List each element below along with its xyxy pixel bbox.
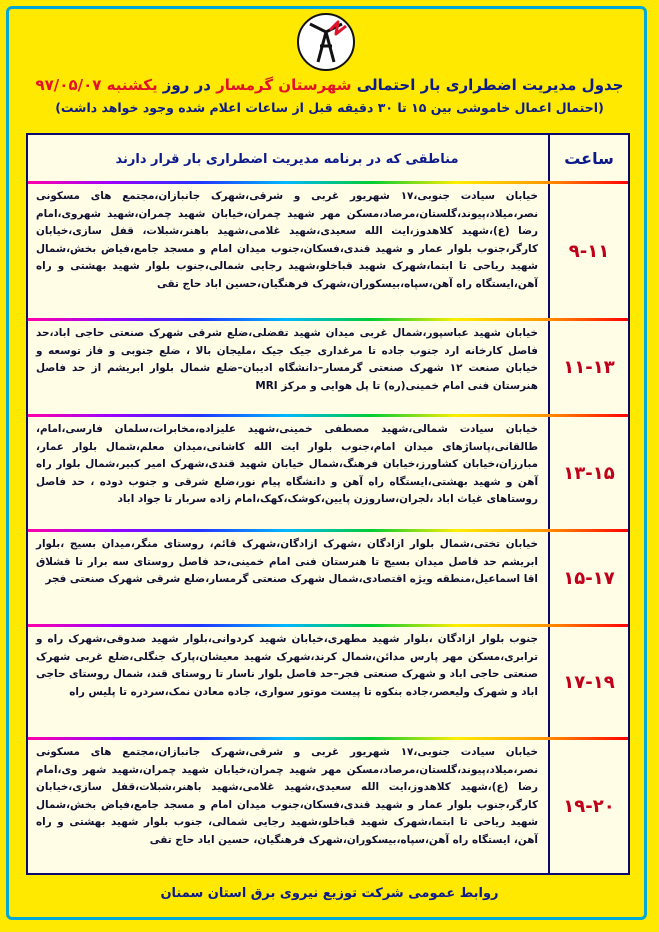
row-time: ۱۹-۲۰ (548, 740, 628, 873)
row-areas: جنوب بلوار ازادگان ،بلوار شهید مطهری،خیابان شهید کردوانی،بلوار شهید صدوقی،شهرک راه و ترابری،مسکن مهر پارس مدائن،شمال کرند،شهرک شهید معیشان،پارک جنگلی،ضلع غربی شهرک صنعتی حاجی اباد و شهرک صنعتی فجر–حد فاصل بلوار ناسار تا روستای قند، شمال روستای حاجی اباد و شهرک ولیعصر،جاده بنکوه تا پیست موتور سواری، جاده معادن نمک،سردره تا پلیس راه (36, 633, 538, 698)
row-areas: خیابان سیادت جنوبی،۱۷ شهریور غربی و شرقی،شهرک جانبازان،مجتمع های مسکونی نصر،میلاد،پیوند،گلستان،مرصاد،مسکن مهر شهید چمران،خیابان شهید چمران،شهید شهروی،امام رضا (ع)،شهید کلاهدوز،ایت الله سعیدی،شهید غلامی،شهید باهنر،شبلات، قفل سازی،خیابان کارگر،جنوب بلوار عمار و شهید قندی،فسکان،جنوب میدان امام و مسجد جامع،فیاض بخش،شمال شهید ریاحی تا ابتما،شهرک شهید قباخلو،شهید رجایی شمالی،جنوب بلوار شهید بهشتی و راه آهن،ایستگاه راه آهن،سپاه،بیسکوران،شهرک فرهنگیان،حسین اباد حاج تقی (36, 190, 539, 290)
row-time: ۱۵-۱۷ (548, 532, 628, 624)
row-areas: خیابان شهید عباسپور،شمال غربی میدان شهید تفضلی،ضلع شرقی شهرک صنعتی حاجی اباد،حد فاصل کارخانه ارد جنوب جاده تا مرغداری جیک جیک ،ملیجان بالا ، ضلع جنوبی و فاز توسعه و خیابان صنعت ۱۲ شهرک صنعتی گرمسار–دانشگاه ادیبان–ضلع شمال بلوار ابریشم از حد فاصل هنرستان فنی امام خمینی(ره) تا پل هوایی و مرکز MRI (36, 327, 538, 392)
table-row (28, 627, 628, 737)
row-time: ۱۱-۱۳ (548, 321, 628, 414)
page-title: جدول مدیریت اضطراری بار احتمالی شهرستان گرمسار در روز یکشنبه ۹۷/۰۵/۰۷ (35, 76, 624, 94)
table-header-row (28, 135, 628, 182)
page-subtitle: (احتمال اعمال خاموشی بین ۱۵ تا ۳۰ دقیقه قبل از ساعات اعلام شده وجود خواهد داشت) (55, 100, 604, 115)
table-row (28, 740, 628, 873)
electricity-tower-logo-icon (290, 10, 362, 74)
row-areas: خیابان تختی،شمال بلوار ازادگان ،شهرک ازادگان،شهرک قائم، روستای منگر،میدان بسیج ،بلوار ابریشم حد فاصل میدان بسیج تا هنرستان فنی امام خمینی،حد فاصل روستای سه برار تا قشلاق اقا اسماعیل،منطقه ویژه اقتصادی،شمال شهرک صنعتی گرمسار،ضلع شرقی شهرک صنعتی فجر (36, 538, 538, 586)
row-time: ۹-۱۱ (548, 184, 628, 318)
row-time: ۱۷-۱۹ (548, 627, 628, 737)
row-areas: خیابان سیادت شمالی،شهید مصطفی خمینی،شهید علیزاده،مخابرات،سلمان فارسی،امام، طالقانی،پاساژهای میدان امام،جنوب بلوار ایت الله کاشانی،میدان معلم،شمال بلوار عمار، مبارزان،خیابان کشاورز،خیابان فرهنگ،شمال خیابان شهید قندی،شهرک امیر کبیر،شمال بلوار راه آهن و شهید بهشتی،ایستگاه راه آهن و دانشگاه پیام نور،ضلع شرقی و جنوب دوده ، حد فاصل روستاهای غیاث اباد ،لجران،ساروزن پایین،کوشک،کهک،امام زاده سربار تا جواد اباد (36, 423, 538, 506)
table-row (28, 532, 628, 624)
header-time: ساعت (548, 135, 628, 182)
row-areas: خیابان سیادت جنوبی،۱۷ شهریور غربی و شرقی،شهرک جانبازان،مجتمع های مسکونی نصر،میلاد،پیوند،گلستان،مرصاد،مسکن مهر شهید چمران،خیابان شهید چمران،شهید شهر وی،امام رضا (ع)،شهید کلاهدوز،ایت الله سعیدی،شهید غلامی،شهید باهنر،شبلات،قفل سازی،خیابان کارگر،جنوب بلوار عمار و شهید قندی،فسکان،جنوب میدان امام و مسجد جامع،فیاض بخش،شمال شهید ریاحی تا ابتما،شهرک شهید قباخلو،شهید رجایی شمالی، جنوب بلوار شهید بهشتی و راه آهن، ایستگاه راه آهن،سپاه،بیسکوران،شهرک فرهنگیان، حسین اباد حاج تقی (36, 746, 539, 846)
table-row (28, 321, 628, 414)
row-time: ۱۳-۱۵ (548, 417, 628, 529)
schedule-table (26, 133, 630, 875)
footer-credit: روابط عمومی شرکت توزیع نیروی برق استان سمنان (160, 886, 499, 901)
table-row (28, 184, 628, 318)
header-areas: مناطقی که در برنامه مدیریت اضطراری بار قرار دارند (115, 151, 459, 167)
table-row (28, 417, 628, 529)
